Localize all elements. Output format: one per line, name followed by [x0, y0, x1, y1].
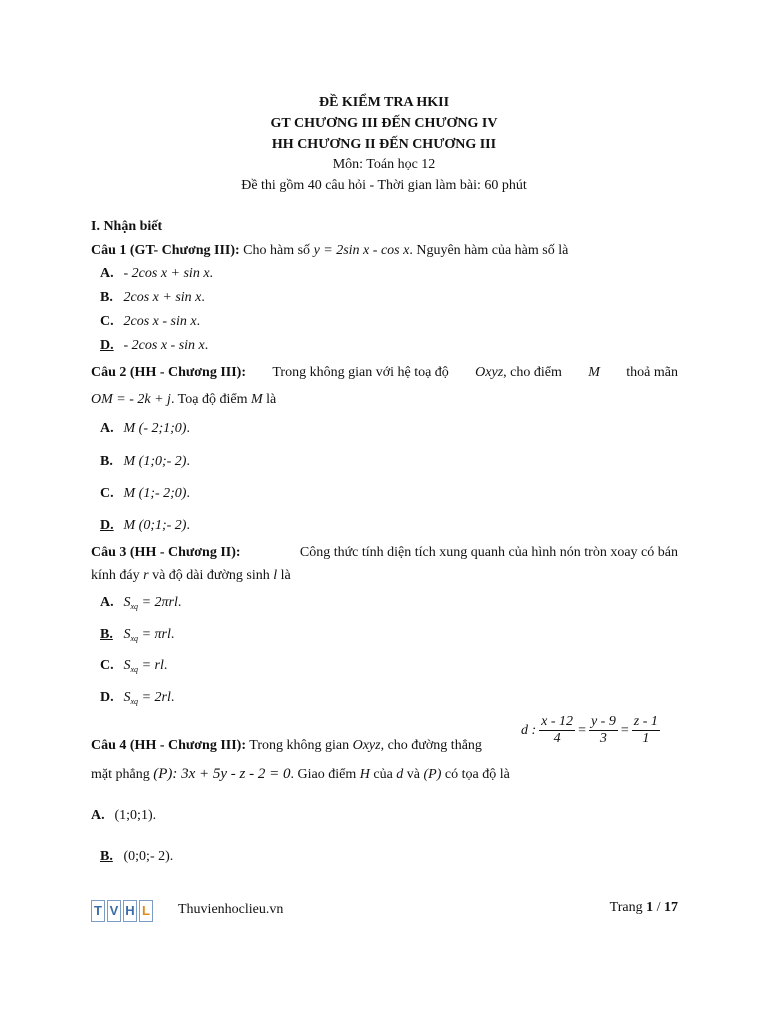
fraction-x-den: 4 [553, 731, 561, 746]
option-label: B. [100, 627, 113, 642]
fraction-y-num: y - 9 [590, 714, 616, 729]
header-info: Đề thi gồm 40 câu hỏi - Thời gian làm bài: 60 phút [241, 178, 527, 193]
question-2-option-b[interactable]: B. M (1;0;- 2). [100, 452, 190, 472]
question-4-text-5: của [373, 767, 393, 782]
fraction-z [632, 714, 660, 747]
question-3-text-1: Công thức tính diện tích xung quanh của hình nón tròn xoay có bán [299, 545, 678, 560]
option-sub: xq [130, 697, 139, 706]
header-subtitle-hh: HH CHƯƠNG II ĐẾN CHƯƠNG III [271, 137, 497, 152]
question-3-option-d[interactable]: D. $S_{xq} = 2rl$. [100, 690, 175, 706]
equals-2: = [620, 722, 629, 738]
fraction-x [539, 714, 575, 747]
question-2-label: Câu 2 (HH - Chương III): [91, 365, 247, 380]
question-4-text-7: có tọa độ là [444, 767, 510, 782]
question-3-option-c[interactable]: C. $S_{xq}$ = rl. [100, 658, 168, 674]
question-2-option-d[interactable]: D. M (0;1;- 2). [100, 516, 190, 536]
question-2-line-1 [91, 363, 678, 383]
option-value: M (1;- 2;0) [123, 486, 187, 501]
question-3-line-2 [91, 566, 678, 586]
option-value: M (- 2;1;0) [123, 421, 187, 436]
question-1-label: Câu 1 (GT- Chương III): [91, 243, 240, 258]
option-sub: xq [130, 602, 139, 611]
question-3-option-a[interactable]: A. $S_{xq} = 2\pi rl$. [100, 595, 182, 611]
header-subtitle-gt: GT CHƯƠNG III ĐẾN CHƯƠNG IV [270, 116, 498, 131]
option-rhs: = 2πrl [141, 595, 178, 610]
question-4-option-a[interactable]: A. (1;0;1). [91, 806, 156, 826]
question-3-line-1 [91, 543, 678, 563]
question-1-text-before: Cho hàm số [243, 243, 311, 258]
option-label: A. [100, 421, 114, 436]
option-value: 2cos x + sin x [123, 290, 202, 305]
question-1-formula: y = 2sin x - cos x [313, 243, 410, 258]
option-label: C. [100, 314, 114, 329]
question-4-text-4: . Giao điểm [290, 767, 357, 782]
logo-letter-t: T [91, 900, 105, 922]
logo-letter-v: V [107, 900, 121, 922]
option-label: B. [100, 454, 113, 469]
question-2-text-3: thoả mãn [626, 365, 678, 380]
option-sub: xq [130, 634, 139, 643]
question-3-r: r [143, 568, 149, 583]
option-s: S [123, 690, 131, 705]
option-sub: xq [130, 665, 139, 674]
logo-letter-h: H [123, 900, 137, 922]
question-2-formula: OM = - 2k + j [91, 392, 171, 407]
question-3-l: l [273, 568, 278, 583]
question-1-option-d[interactable]: D. - 2cos x - sin x. [100, 336, 208, 356]
option-label: D. [100, 690, 114, 705]
option-label: B. [100, 849, 113, 864]
option-s: S [123, 595, 131, 610]
question-4-line-2 [91, 764, 678, 785]
page-prefix: Trang [609, 900, 643, 915]
question-3-label: Câu 3 (HH - Chương II): [91, 545, 241, 560]
line-d-label: d : [521, 722, 537, 738]
question-2-option-a[interactable]: A. M (- 2;1;0). [100, 419, 190, 439]
question-2-point-m: M [588, 365, 600, 380]
option-rhs: = 2rl [141, 690, 171, 705]
question-4-oxyz: Oxyz [352, 738, 381, 753]
option-s: S [123, 627, 131, 642]
fraction-x-num: x - 12 [541, 714, 574, 729]
question-2-text-5: là [266, 392, 277, 407]
question-4-line-equation [521, 714, 660, 747]
question-4-h: H [359, 767, 370, 782]
option-value: 2cos x - sin x [123, 314, 197, 329]
question-3-text-3: và độ dài đường sinh [152, 568, 270, 583]
option-label: D. [100, 338, 114, 353]
option-label: D. [100, 518, 114, 533]
option-label: B. [100, 290, 113, 305]
section-title: I. Nhận biết [91, 219, 163, 234]
question-4-d: d [396, 767, 404, 782]
question-4-label: Câu 4 (HH - Chương III): [91, 738, 247, 753]
option-label: C. [100, 486, 114, 501]
fraction-z-den: 1 [642, 731, 650, 746]
option-rhs: = πrl [141, 627, 171, 642]
question-2-text-1: Trong không gian với hệ toạ độ [272, 365, 449, 380]
question-3-text-2: kính đáy [91, 568, 140, 583]
question-4-text-6: và [406, 767, 421, 782]
question-1-option-b[interactable]: B. 2cos x + sin x. [100, 288, 205, 308]
option-value: (1;0;1) [114, 808, 153, 823]
logo-letter-l: L [139, 900, 153, 922]
option-rhs: = rl [141, 658, 164, 673]
question-1-text-after: . Nguyên hàm của hàm số là [409, 243, 569, 258]
question-4-p: (P) [423, 767, 442, 782]
question-2-oxyz: Oxyz [475, 365, 504, 380]
fraction-y [589, 714, 618, 747]
option-value: - 2cos x - sin x [123, 338, 205, 353]
footer-site-link[interactable]: Thuvienhoclieu.vn [178, 902, 284, 917]
option-label: A. [100, 595, 114, 610]
footer-page-number [610, 900, 678, 916]
question-2-text-4: . Toạ độ điểm [170, 392, 248, 407]
question-4-text-2: , cho đường thẳng [380, 738, 482, 753]
question-2-text-2: , cho điểm [503, 365, 562, 380]
option-label: C. [100, 658, 114, 673]
option-value: - 2cos x + sin x [123, 266, 210, 281]
option-label: A. [91, 808, 105, 823]
question-1 [91, 241, 678, 261]
question-4-text-3: mặt phẳng [91, 767, 150, 782]
page-total: 17 [664, 900, 678, 915]
question-4-option-b[interactable]: B. (0;0;- 2). [100, 847, 173, 867]
header-title: ĐỀ KIỂM TRA HKII [318, 95, 450, 110]
option-s: S [123, 658, 131, 673]
page-separator: / [656, 900, 661, 915]
option-value: M (1;0;- 2) [123, 454, 187, 469]
page-current: 1 [646, 900, 654, 915]
equals-1: = [578, 722, 586, 738]
question-1-option-c[interactable]: C. 2cos x - sin x. [100, 312, 200, 332]
fraction-y-den: 3 [599, 731, 607, 746]
footer-logo [91, 900, 153, 922]
question-4-text-1: Trong không gian [249, 738, 350, 753]
question-3-text-4: là [280, 568, 291, 583]
question-2-option-c[interactable]: C. M (1;- 2;0). [100, 484, 190, 504]
question-2-line-2 [91, 390, 678, 410]
question-2-point-m-2: M [250, 392, 263, 407]
option-value: M (0;1;- 2) [123, 518, 187, 533]
fraction-z-num: z - 1 [633, 714, 658, 729]
question-4-plane: (P): 3x + 5y - z - 2 = 0 [153, 766, 291, 782]
question-1-option-a[interactable]: A. - 2cos x + sin x. [100, 264, 213, 284]
question-3-option-b[interactable]: B. $S_{xq} = \pi rl$. [100, 627, 175, 643]
option-value: (0;0;- 2) [123, 849, 170, 864]
header-subject: Môn: Toán học 12 [332, 157, 436, 172]
option-label: A. [100, 266, 114, 281]
